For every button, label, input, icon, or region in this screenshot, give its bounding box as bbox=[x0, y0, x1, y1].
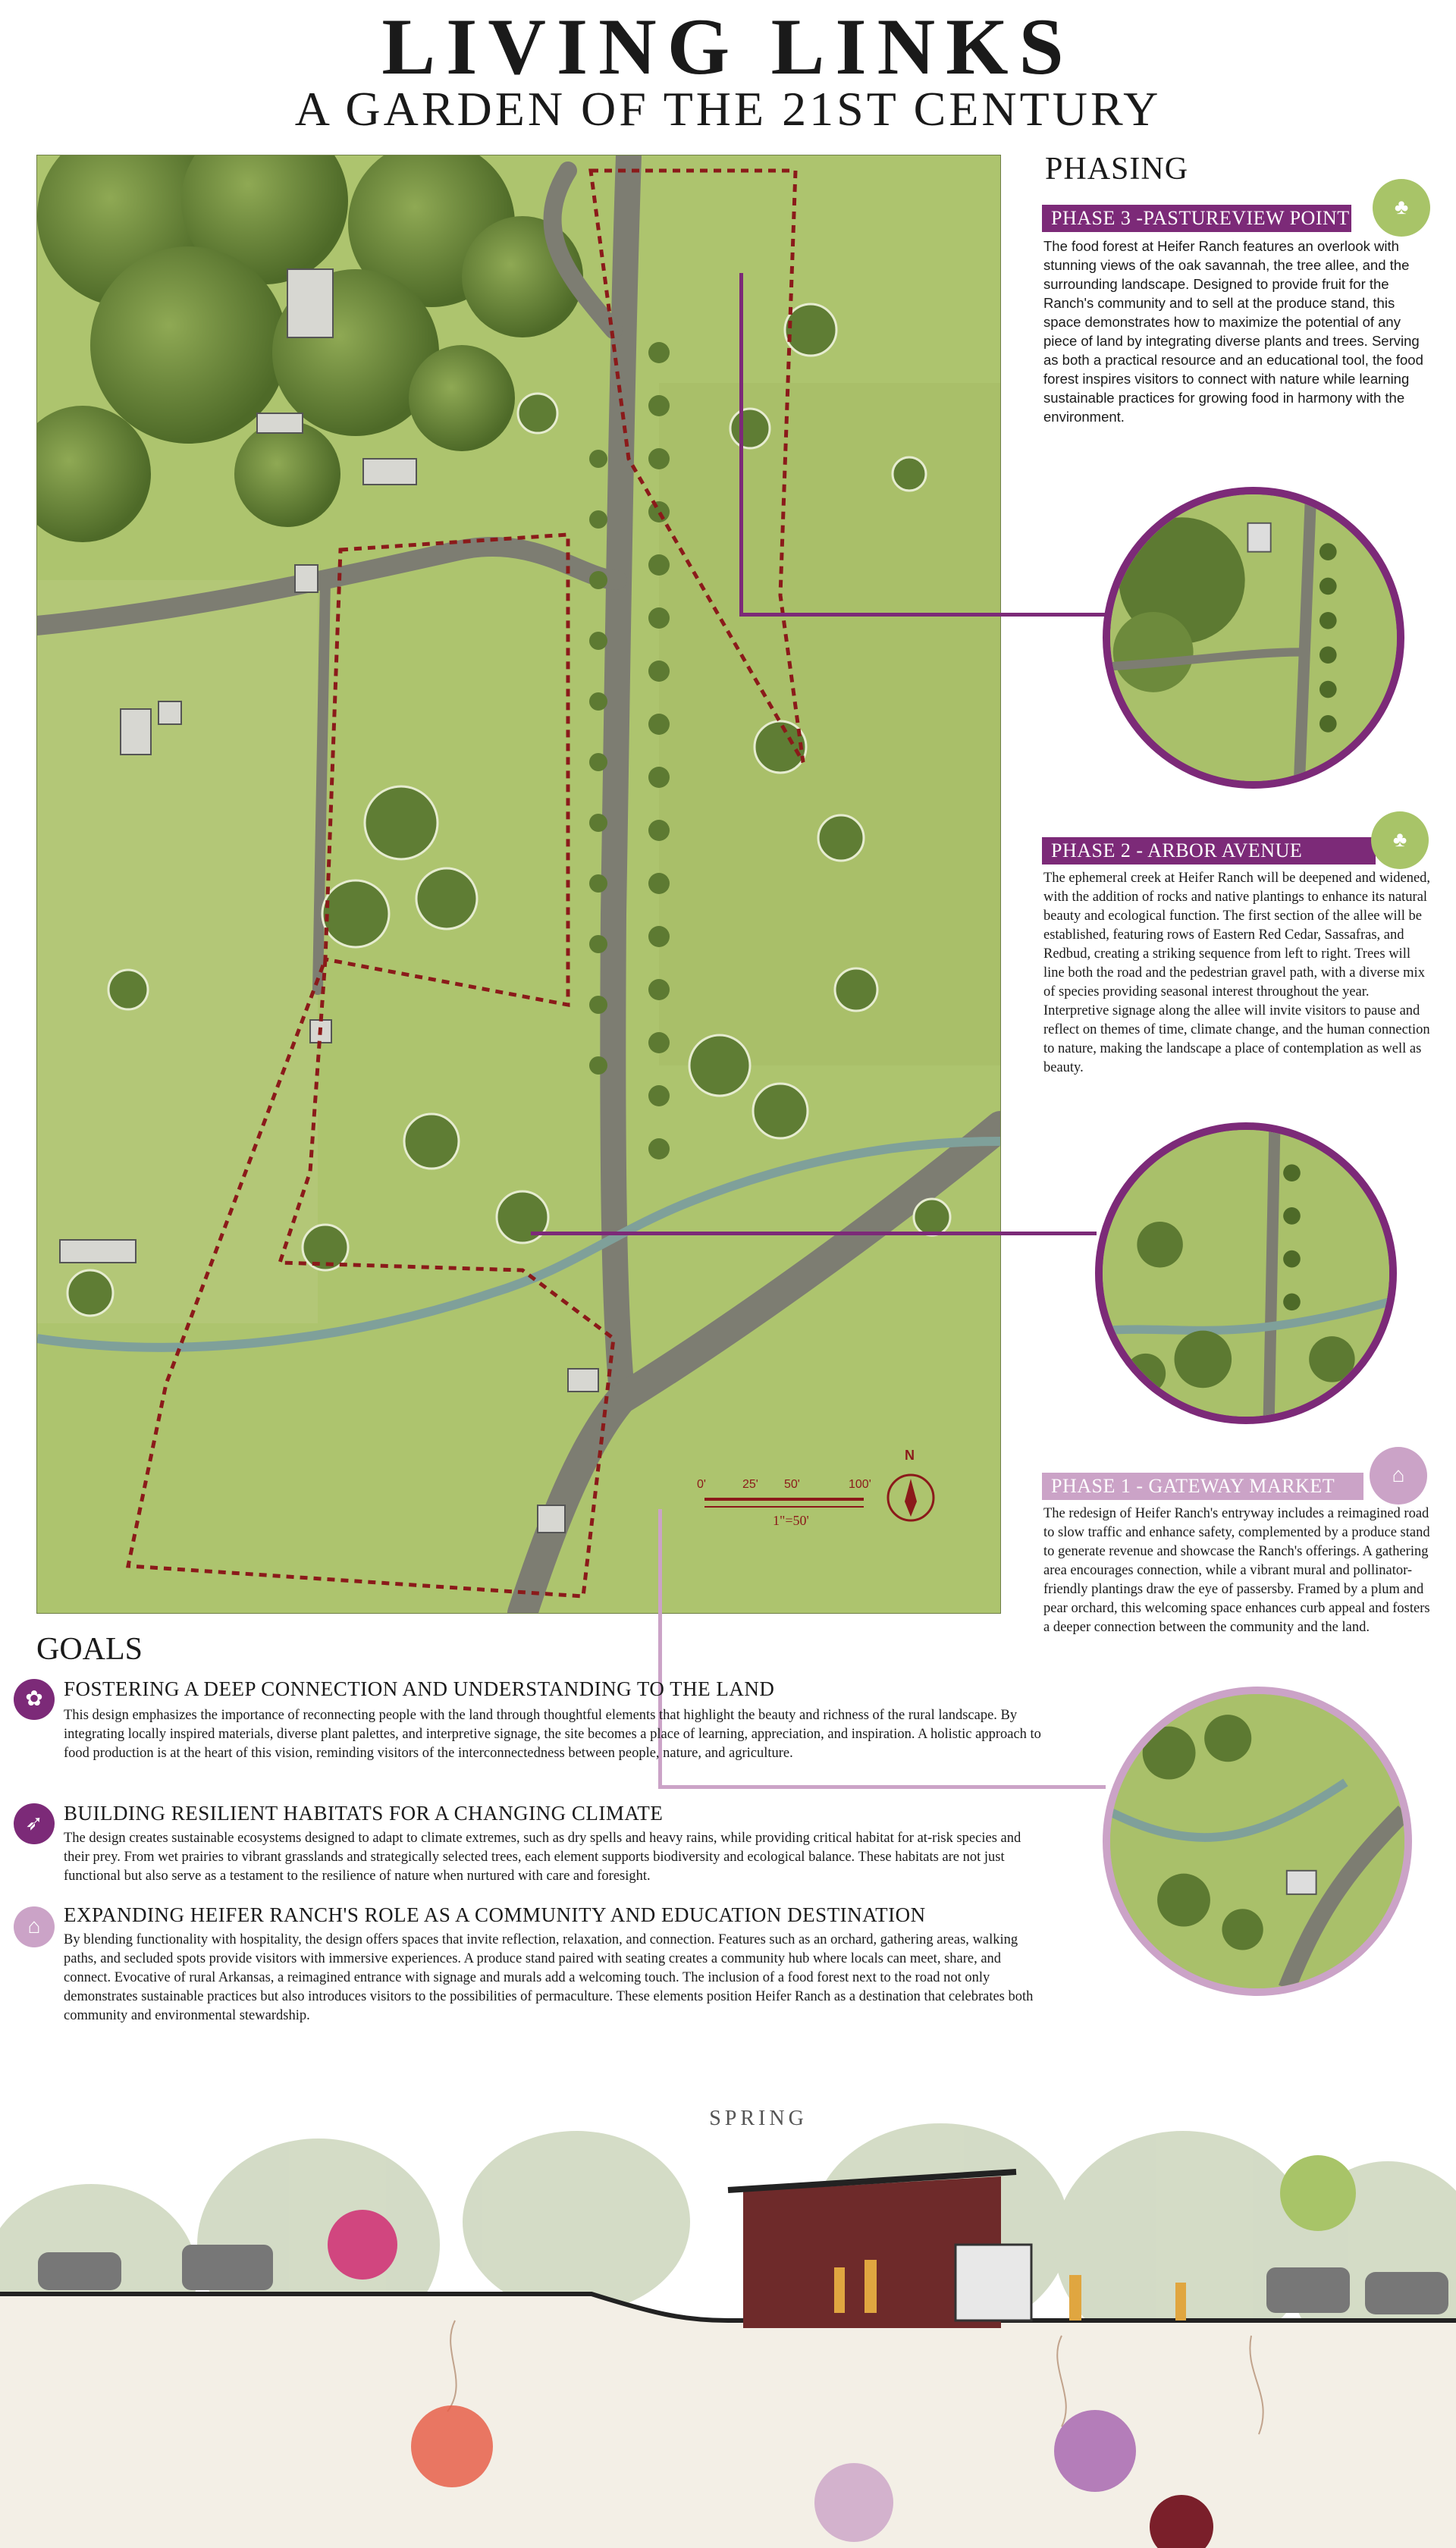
phasing-heading: PHASING bbox=[1045, 152, 1189, 187]
goal2-text: The design creates sustainable ecosystems designed to adapt to climate extremes, such as dry spells and heavy rains, while providing critical habitat for at-risk species and their prey. From wet prairies to vibrant grasslands and strategically selected trees, each element supports biodiversity and ecological balance. These habitats are not just functional but also serve as a testament to the resilience of nature when nurtured with care and foresight. bbox=[64, 1831, 1021, 1884]
ground-line bbox=[0, 2294, 1456, 2548]
scale-label-50: 50' bbox=[784, 1478, 800, 1491]
goal1-title: FOSTERING A DEEP CONNECTION AND UNDERSTANDING TO THE LAND bbox=[64, 1677, 775, 1700]
apple-icon bbox=[411, 2405, 493, 2487]
phase1-text: The redesign of Heifer Ranch's entryway includes a reimagined road to slow traffic and enhance safety, complemented by a produce stand to generate revenue and showcase the Ranch's offerings. A gathering area encourages connection, while a vibrant mural and pollinator-friendly plantings draw the eye of passersby. Framed by a plum and pear orchard, this welcoming space enhances curb appeal and fosters a deeper connection between the community and the land. bbox=[1043, 1506, 1430, 1635]
phase3-leader bbox=[739, 273, 743, 616]
goals-heading: GOALS bbox=[36, 1632, 143, 1667]
goal3-text: By blending functionality with hospitality, the design offers spaces that invite reflection, relaxation, and connection. Features such as an orchard, gathering areas, walking paths, and secluded spots provide visitors with immersive experiences. A produce stand paired with seating creates a community hub where locals can meet, share, and connect. Evocative of rural Arkansas, a reimagined entrance with signage and murals add a welcoming touch. The inclusion of a food forest next to the road not only demonstrates sustainable practices but also introduces visitors to the possibilities of permaculture. These elements position Heifer Ranch as a destination that celebrates both community and environmental stewardship. bbox=[64, 1932, 1034, 2023]
market-stand-icon: ⌂ bbox=[1370, 1447, 1427, 1505]
hand-plant-icon: ✿ bbox=[14, 1679, 55, 1720]
phase3-detail-roundel bbox=[1103, 487, 1404, 789]
phase1-leader bbox=[658, 1785, 1106, 1789]
goal1-text: This design emphasizes the importance of reconnecting people with the land through thoughtful elements that highlight the beauty and richness of the rural landscape. By integrating locally inspired materials, diverse plant palettes, and interpretive signage, the site becomes a place of learning, appreciation, and inspiration. A holistic approach to food production is at the heart of this vision, reminding visitors of the interconnectedness between people, nature, and agriculture. bbox=[64, 1708, 1041, 1761]
phase1-label: PHASE 1 - GATEWAY MARKET bbox=[1042, 1473, 1363, 1500]
phase3-text: The food forest at Heifer Ranch features an overlook with stunning views of the oak savannah, the tree allee, and the surrounding landscape. Designed to provide fruit for the Ranch's community and to sell at the produce stand, this space demonstrates how to maximize the potential of any piece of land by integrating diverse plants and trees. Serving as both a practical resource and an educational tool, the food forest inspires visitors to connect with nature while learning sustainable practices for growing food in harmony with the environment. bbox=[1043, 238, 1423, 425]
site-plan-drawing bbox=[37, 155, 1000, 1613]
scale-ratio: 1"=50' bbox=[773, 1513, 809, 1528]
phase1-detail-view bbox=[1110, 1694, 1404, 1988]
phase2-detail-roundel bbox=[1095, 1122, 1397, 1424]
phase3-label: PHASE 3 -PASTUREVIEW POINT bbox=[1042, 205, 1351, 232]
market-stand bbox=[728, 2172, 1031, 2328]
phase1-detail-roundel bbox=[1103, 1687, 1412, 1996]
phase3-leader bbox=[739, 613, 1105, 617]
page-title: LIVING LINKS bbox=[381, 2, 1075, 91]
spring-section bbox=[0, 2093, 1456, 2548]
goal3-title: EXPANDING HEIFER RANCH'S ROLE AS A COMMUNITY AND EDUCATION DESTINATION bbox=[64, 1903, 926, 1926]
scale-label-0: 0' bbox=[697, 1478, 706, 1491]
market-stand-icon bbox=[814, 2463, 893, 2542]
phase2-leader bbox=[531, 1232, 1097, 1235]
tree-icon: ♣ bbox=[1371, 811, 1429, 869]
goal2-title: BUILDING RESILIENT HABITATS FOR A CHANGING CLIMATE bbox=[64, 1802, 664, 1825]
site-plan bbox=[36, 155, 1001, 1614]
flower-icon bbox=[328, 2210, 397, 2280]
scale-label-100: 100' bbox=[849, 1478, 871, 1491]
tree-icon: ♣ bbox=[1373, 179, 1430, 237]
phase2-label: PHASE 2 - ARBOR AVENUE bbox=[1042, 837, 1376, 864]
page-subtitle: A GARDEN OF THE 21ST CENTURY bbox=[294, 82, 1162, 136]
season-label: SPRING bbox=[709, 2107, 808, 2130]
market-stand-icon: ⌂ bbox=[14, 1906, 55, 1947]
phase3-detail-view bbox=[1110, 494, 1397, 781]
section-drawing bbox=[0, 2093, 1456, 2548]
phase2-text: The ephemeral creek at Heifer Ranch will be deepened and widened, with the addition of rocks and native plantings to enhance its natural beauty and ecological function. The first section of the allee will be established, featuring rows of Eastern Red Cedar, Sassafras, and Redbud, creating a striking sequence from left to right. Trees will line both the road and the pedestrian gravel path, with a diverse mix of species providing seasonal interest throughout the year. Interpretive signage along the allee will invite visitors to pause and reflect on themes of time, climate change, and the human connection to nature, making the landscape a place of contemplation as well as beauty. bbox=[1043, 871, 1431, 1075]
tree-icon bbox=[1280, 2155, 1356, 2231]
bird-icon: ➶ bbox=[14, 1803, 55, 1844]
phase2-detail-view bbox=[1103, 1130, 1389, 1417]
north-label: N bbox=[905, 1448, 915, 1463]
scale-label-25: 25' bbox=[742, 1478, 758, 1491]
hand-plant-icon bbox=[1054, 2410, 1136, 2492]
